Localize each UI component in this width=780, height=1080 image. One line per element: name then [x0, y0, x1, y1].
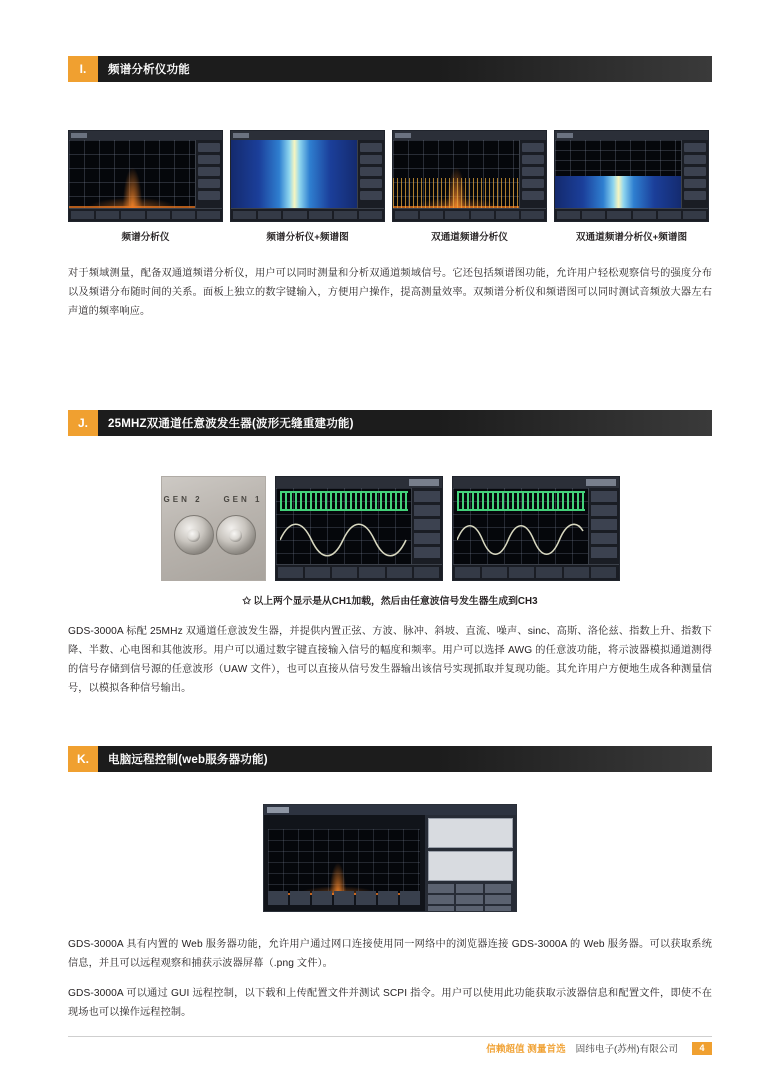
- screenshot-item: [230, 130, 385, 243]
- section-title-j: 25MHZ双通道任意波发生器(波形无缝重建功能): [98, 410, 712, 436]
- scope-side-menu: [357, 140, 384, 208]
- screenshot-caption: 频谱分析仪: [121, 232, 170, 243]
- scope-bottom-menu: [393, 208, 546, 221]
- bnc-connectors-photo: [161, 476, 266, 581]
- scope-bottom-menu: [231, 208, 384, 221]
- web-scope-bottom-menu: [268, 891, 420, 905]
- section-web-server: [68, 746, 712, 1033]
- sine-wave-svg: [280, 517, 408, 563]
- web-control-panel: [425, 815, 516, 911]
- sine-wave-trace: [280, 517, 408, 563]
- scope-side-menu: [411, 488, 442, 564]
- scope-screenshot-dual-spectrogram: [554, 130, 709, 222]
- web-settings-panel: [428, 851, 513, 881]
- web-scope-display-area: [264, 815, 427, 911]
- bnc-connector-right: [216, 515, 256, 555]
- screenshot-row-spectrum: [68, 130, 712, 243]
- screenshot-item: [392, 130, 547, 243]
- web-spectrum-trace: [268, 847, 420, 895]
- screenshot-caption: 双通道频谱分析仪: [431, 232, 508, 243]
- bnc-label-gen1: GEN 1: [223, 495, 263, 504]
- web-server-screenshot: [263, 804, 517, 912]
- bnc-label-gen2: GEN 2: [163, 495, 203, 504]
- scope-bottom-menu: [69, 208, 222, 221]
- web-screenshot-row: [68, 804, 712, 912]
- footer-slogan: 信赖超值 测量首选: [486, 1044, 566, 1055]
- scope-screenshot-dual-spectrum: [392, 130, 547, 222]
- section-j-paragraph-1: GDS-3000A 标配 25MHz 双通道任意波发生器，并提供内置正弦、方波、脉冲、斜坡、直流、噪声、sinc、高斯、洛伦兹、指数上升、指数下降、半数、心电图和其他波形。用户可以通过数字键直接输入信号的幅度和频率。用户可以选择 AWG 的任意波功能，将示波器模拟通道测得的信号存储到信号源的任意波形（UAW 文件），也可以直接从信号发生器输出该信号实现抓取并复现功能。其允许用户方便地生成各种测量信号，以模拟各种信号输出。: [68, 626, 712, 694]
- section-k-paragraph-2: GDS-3000A 可以通过 GUI 远程控制，以下载和上传配置文件并测试 SCPI 指令。用户可以使用此功能获取示波器信息和配置文件，即使不在现场也可以操作远程控制。: [68, 987, 712, 1018]
- bnc-connector-left: [174, 515, 214, 555]
- scope-screenshot-spectrum: [68, 130, 223, 222]
- screenshot-item: [554, 130, 709, 243]
- awg-screenshot-1: [275, 476, 443, 581]
- square-wave-trace: [457, 491, 585, 511]
- scope-side-menu: [519, 140, 546, 208]
- spectrogram-waterfall-lower: [555, 176, 682, 208]
- section-title-k: 电脑远程控制(web服务器功能): [98, 746, 712, 772]
- section-letter-j: J.: [68, 410, 98, 436]
- web-button-grid: [428, 884, 513, 912]
- spectrogram-waterfall: [231, 140, 358, 208]
- awg-screenshot-2: [452, 476, 620, 581]
- footer-divider: [68, 1036, 712, 1037]
- scope-side-menu: [681, 140, 708, 208]
- screenshot-item: [68, 130, 223, 243]
- awg-note: ✩ 以上两个显示是从CH1加载，然后由任意波信号发生器生成到CH3: [242, 596, 538, 607]
- scope-side-menu: [195, 140, 222, 208]
- section-spectrum-analyzer: [68, 56, 712, 332]
- screenshot-caption: 频谱分析仪+频谱图: [266, 232, 349, 243]
- web-scope-graticule: [268, 829, 420, 895]
- scope-screenshot-spectrogram: [230, 130, 385, 222]
- spectrum-trace-ch2: [393, 178, 520, 208]
- spectrum-trace: [69, 146, 196, 208]
- section-title-i: 频谱分析仪功能: [98, 56, 712, 82]
- scope-bottom-menu: [453, 564, 619, 580]
- screenshot-caption: 双通道频谱分析仪+频谱图: [575, 232, 688, 243]
- section-k-paragraph-1: GDS-3000A 具有内置的 Web 服务器功能，允许用户通过网口连接使用同一网络中的浏览器连接 GDS-3000A 的 Web 服务器。可以获取系统信息，并且可以远程观察和捕获示波器屏幕（.png 文件）。: [68, 939, 712, 969]
- section-letter-i: I.: [68, 56, 98, 82]
- section-arbitrary-waveform-generator: [68, 410, 712, 709]
- bnc-photo-labels: [162, 495, 265, 504]
- section-i-paragraph-1: 对于频域测量，配备双通道频谱分析仪，用户可以同时测量和分析双通道频域信号。它还包括频谱图功能，允许用户轻松观察信号的强度分布以及频谱分布随时间的关系。面板上独立的数字键输入，方便用户操作，提高测量效率。双频谱分析仪和频谱图可以同时测试音频放大器左右声道的频率响应。: [68, 268, 712, 317]
- scope-bottom-menu: [555, 208, 708, 221]
- sine-wave-trace: [457, 517, 585, 563]
- web-info-panel: [428, 818, 513, 848]
- page-number: 4: [692, 1042, 712, 1055]
- scope-side-menu: [588, 488, 619, 564]
- scope-bottom-menu: [276, 564, 442, 580]
- square-wave-trace: [280, 491, 408, 511]
- footer-company: 固纬电子(苏州)有限公司: [575, 1044, 678, 1055]
- section-letter-k: K.: [68, 746, 98, 772]
- page-footer: [0, 1036, 780, 1058]
- sine-wave-svg: [457, 517, 585, 563]
- awg-image-row: [68, 476, 712, 581]
- footer-content: [68, 1041, 712, 1055]
- scope-graticule-upper: [555, 140, 682, 176]
- section-header-j: [68, 410, 712, 436]
- section-header-i: [68, 56, 712, 82]
- section-header-k: [68, 746, 712, 772]
